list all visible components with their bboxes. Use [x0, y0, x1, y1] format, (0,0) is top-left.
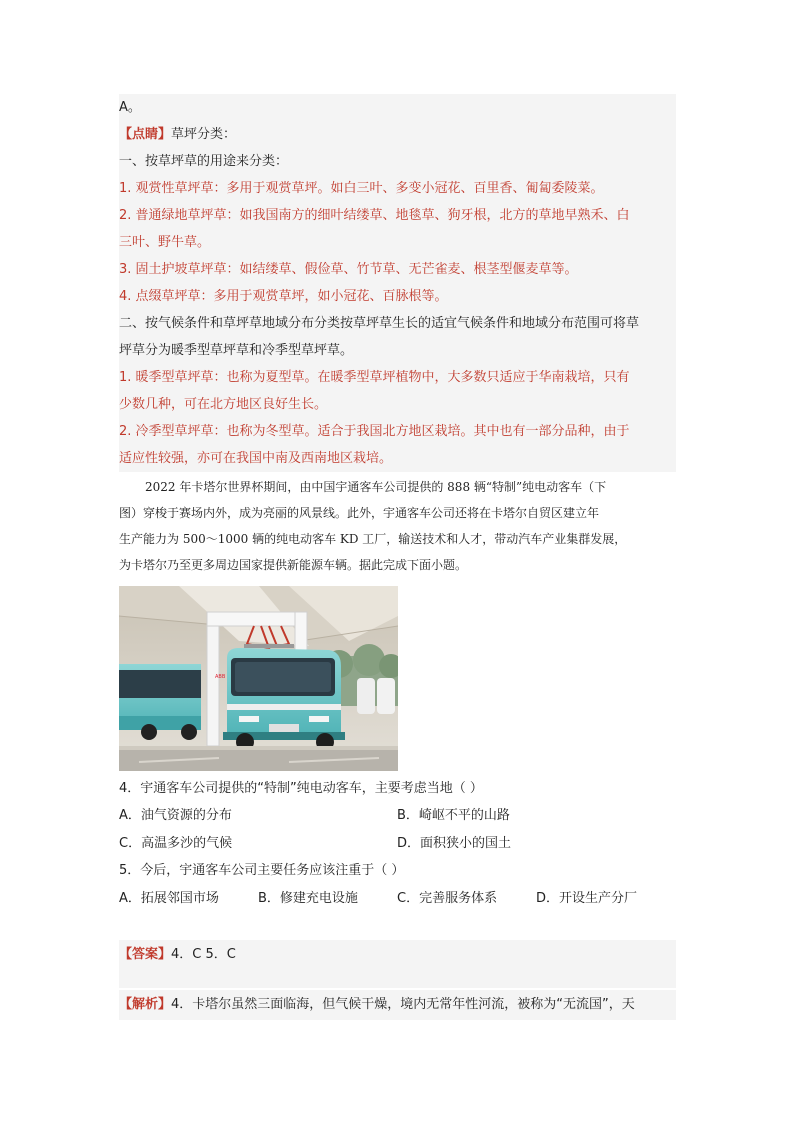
category-1-item: 1. 观赏性草坪草：多用于观赏草坪。如白三叶、多变小冠花、百里香、匍匐委陵菜。 — [119, 181, 604, 196]
category-2-heading: 二、按气候条件和草坪草地域分布分类按草坪草生长的适宜气候条件和地域分布范围可将草 — [119, 316, 640, 331]
analysis-line — [119, 990, 676, 1020]
dianjing-tag: 【点睛】 — [119, 127, 172, 142]
category-1-item: 4. 点缀草坪草：多用于观赏草坪，如小冠花、百脉根等。 — [119, 289, 448, 304]
option-4c[interactable]: C．高温多沙的气候 — [119, 836, 233, 851]
question-4-options-row-1 — [119, 802, 676, 829]
answer-a-line: A。 — [119, 100, 141, 115]
bus-charging-photo — [119, 586, 398, 771]
document-page — [119, 94, 676, 1012]
passage-line: 为卡塔尔乃至更多周边国家提供新能源车辆。据此完成下面小题。 — [119, 558, 468, 572]
option-4a[interactable]: A．油气资源的分布 — [119, 808, 232, 823]
answer-tag: 【答案】 — [119, 947, 172, 962]
category-2-item: 1. 暖季型草坪草：也称为夏型草。在暖季型草坪植物中，大多数只适应于华南栽培，只有 — [119, 370, 630, 385]
option-5d[interactable]: D．开设生产分厂 — [536, 891, 638, 906]
answer-text: 4．C 5．C — [171, 947, 236, 962]
analysis-block — [119, 990, 676, 1020]
option-5c[interactable]: C．完善服务体系 — [397, 891, 498, 906]
category-2-item: 2. 冷季型草坪草：也称为冬型草。适合于我国北方地区栽培。其中也有一部分品种，由于 — [119, 424, 630, 439]
category-1-item: 3. 固土护坡草坪草：如结缕草、假俭草、竹节草、无芒雀麦、根茎型偃麦草等。 — [119, 262, 578, 277]
category-2-item: 少数几种，可在北方地区良好生长。 — [119, 397, 328, 412]
category-2-item: 适应性较强，亦可在我国中南及西南地区栽培。 — [119, 451, 393, 466]
passage — [119, 474, 676, 578]
dianjing-block — [119, 94, 676, 472]
analysis-text: 4．卡塔尔虽然三面临海，但气候干燥，境内无常年性河流，被称为“无流国”，天 — [171, 997, 635, 1012]
option-4d[interactable]: D．面积狭小的国土 — [397, 836, 512, 851]
passage-line: 生产能力为 500～1000 辆的纯电动客车 KD 工厂，输送技术和人才，带动汽车产业集群发展， — [119, 532, 627, 546]
option-4b[interactable]: B．崎岖不平的山路 — [397, 808, 510, 823]
charger-brand-text: ABB — [215, 674, 226, 680]
category-1-heading: 一、按草坪草的用途来分类： — [119, 154, 289, 169]
category-2-heading: 坪草分为暖季型草坪草和冷季型草坪草。 — [119, 343, 354, 358]
question-4-stem: 4．宇通客车公司提供的“特制”纯电动客车，主要考虑当地（ ） — [119, 781, 483, 796]
answer-line — [119, 940, 676, 970]
option-5b[interactable]: B．修建充电设施 — [258, 891, 358, 906]
dianjing-text: 草坪分类： — [171, 127, 237, 142]
question-5-stem: 5．今后，宇通客车公司主要任务应该注重于（ ） — [119, 863, 405, 878]
category-1-item: 三叶、野牛草。 — [119, 235, 211, 250]
analysis-tag: 【解析】 — [119, 997, 172, 1012]
option-5a[interactable]: A．拓展邻国市场 — [119, 891, 219, 906]
question-4-options-row-2 — [119, 830, 676, 857]
category-1-item: 2. 普通绿地草坪草：如我国南方的细叶结缕草、地毯草、狗牙根，北方的草地早熟禾、白 — [119, 208, 630, 223]
passage-line: 图）穿梭于赛场内外，成为亮丽的风景线。此外，宇通客车公司还将在卡塔尔自贸区建立年 — [119, 506, 600, 520]
answer-block — [119, 940, 676, 970]
answer-spacer — [119, 970, 676, 988]
dianjing-line — [119, 121, 676, 148]
passage-line: 2022 年卡塔尔世界杯期间，由中国宇通客车公司提供的 888 辆“特制”纯电动客车（下 — [145, 480, 607, 494]
bus-charging-illustration — [119, 586, 398, 771]
question-5-options-row — [119, 885, 676, 912]
